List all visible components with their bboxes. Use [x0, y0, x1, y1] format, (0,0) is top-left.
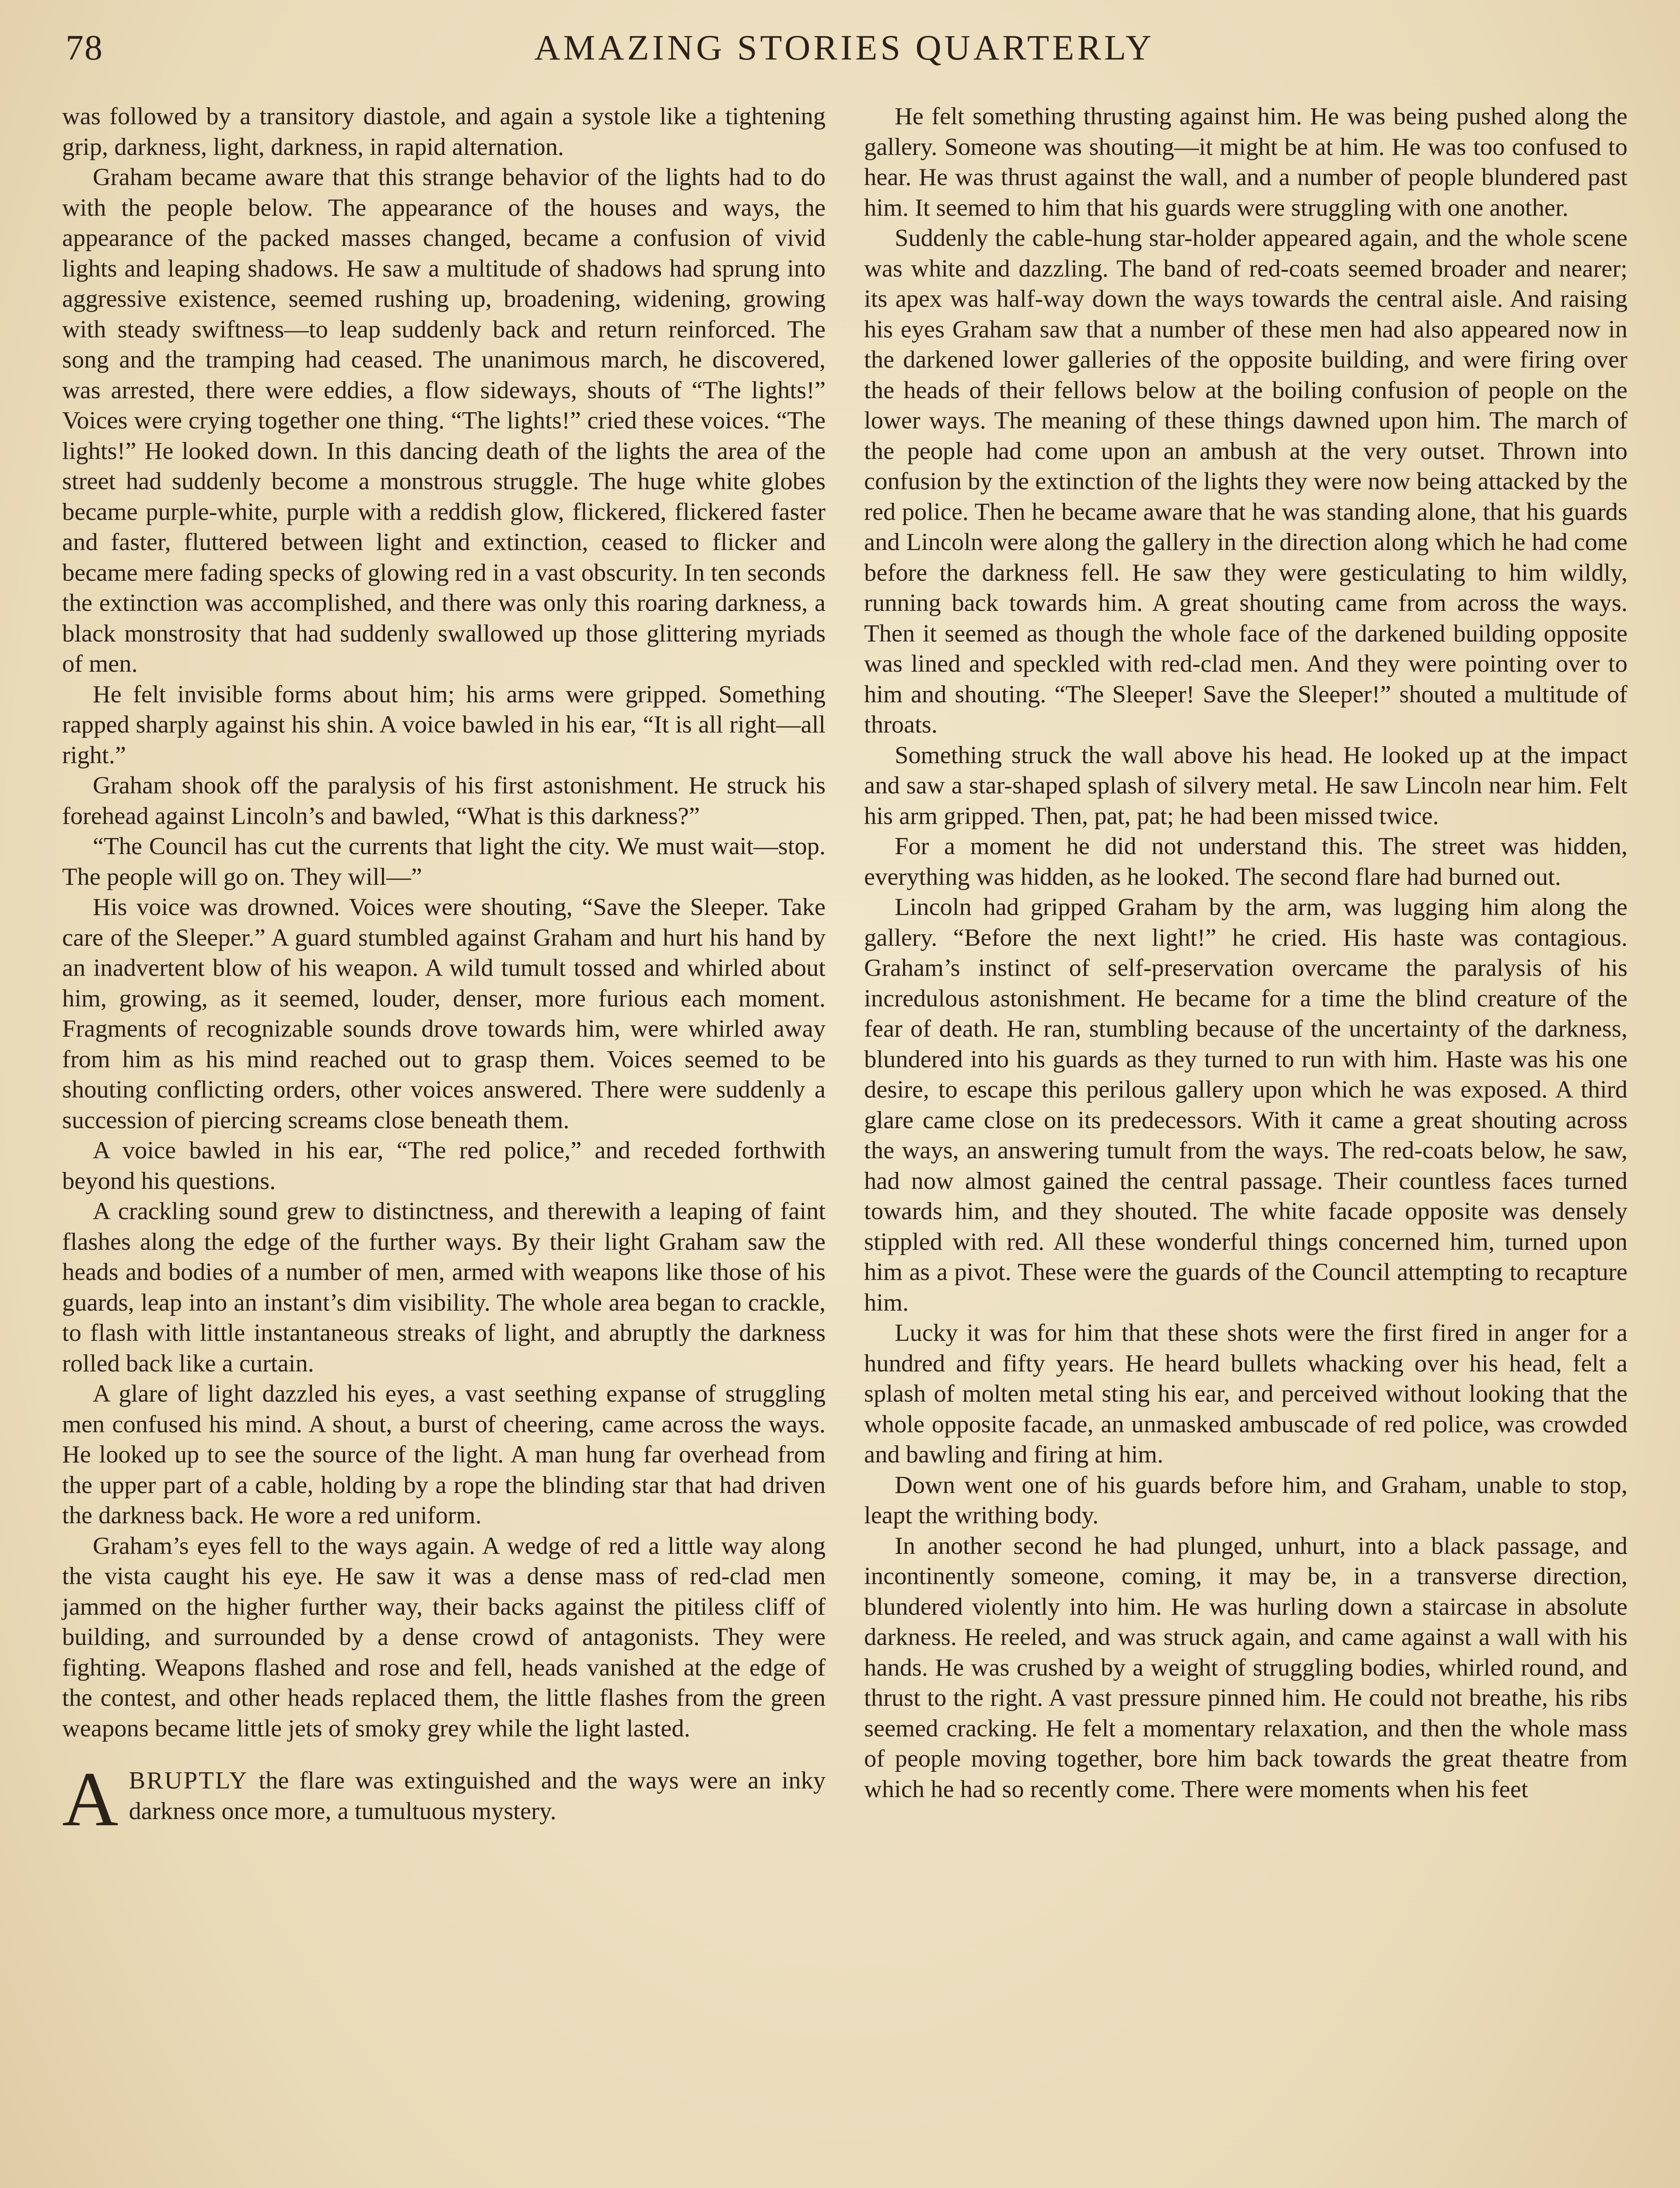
section-text: the flare was extinguished and the ways were an inky darkness once more, a tumultuous mystery.	[129, 1767, 826, 1825]
paragraph: Graham’s eyes fell to the ways again. A wedge of red a little way along the vista caught his eye. He saw it was a dense mass of red-clad men jammed on the higher further way, their backs against the pitiless cliff of building, and surrounded by a dense crowd of antagonists. They were fighting. Weapons flashed and rose and fell, heads vanished at the edge of the contest, and other heads replaced them, the little flashes from the green weapons became little jets of smoky grey while the light lasted.	[62, 1532, 826, 1742]
section-break-paragraph	[62, 1756, 826, 1842]
paragraph: Lincoln had gripped Graham by the arm, was lugging him along the gallery. “Before the next light!” he cried. His haste was contagious. Graham’s instinct of self-preservation overcame the paralysis of his incredulous astonishment. He became for a time the blind creature of the fear of death. He ran, stumbling because of the uncertainty of the darkness, blundered into his guards as they turned to run with him. Haste was his one desire, to escape this perilous gallery upon which he was exposed. A third glare came close on its predecessors. With it came a great shouting across the ways, an answering tumult from the ways. The red-coats below, he saw, had now almost gained the central passage. Their countless faces turned towards him, and they shouted. The white facade opposite was densely stippled with red. All these wonderful things concerned him, turned upon him as a pivot. These were the guards of the Council attempting to recapture him.	[864, 894, 1628, 1316]
paragraph: He felt invisible forms about him; his arms were gripped. Something rapped sharply against his shin. A voice bawled in his ear, “It is all right—all right.”	[62, 680, 826, 769]
paragraph: For a moment he did not understand this. The street was hidden, everything was hidden, as he looked. The second flare had burned out.	[864, 833, 1628, 891]
paragraph: His voice was drowned. Voices were shouting, “Save the Sleeper. Take care of the Sleeper.” A guard stumbled against Graham and hurt his hand by an inadvertent blow of his weapon. A wild tumult tossed and whirled about him, growing, as it seemed, louder, denser, more furious each moment. Fragments of recognizable sounds drove towards him, were whirled away from him as his mind reached out to grasp them. Voices seemed to be shouting conflicting orders, other voices answered. There were suddenly a succession of piercing screams close beneath them.	[62, 894, 826, 1134]
section-lead-word: BRUPTLY	[129, 1767, 248, 1794]
paragraph: Suddenly the cable-hung star-holder appeared again, and the whole scene was white and dazzling. The band of red-coats seemed broader and nearer; its apex was half-way down the ways towards the central aisle. And raising his eyes Graham saw that a number of these men had also appeared now in the darkened lower galleries of the opposite building, and were firing over the heads of their fellows below at the boiling confusion of people on the lower ways. The meaning of these things dawned upon him. The march of the people had come upon an ambush at the very outset. Thrown into confusion by the extinction of the lights they were now being attacked by the red police. Then he became aware that he was standing alone, that his guards and Lincoln were along the gallery in the direction along which he had come before the darkness fell. He saw they were gesticulating to him wildly, running back towards him. A great shouting came from across the ways. Then it seemed as though the whole face of the darkened building opposite was lined and speckled with red-clad men. And they were pointing over to him and shouting. “The Sleeper! Save the Sleeper!” shouted a multitude of throats.	[864, 224, 1628, 738]
paragraph: Graham became aware that this strange behavior of the lights had to do with the people below. The appearance of the houses and ways, the appearance of the packed masses changed, became a confusion of vivid lights and leaping shadows. He saw a multitude of shadows had sprung into aggressive existence, seemed rushing up, broadening, widening, growing with steady swiftness—to leap suddenly back and return reinforced. The song and the tramping had ceased. The unanimous march, he discovered, was arrested, there were eddies, a flow sideways, shouts of “The lights!” Voices were crying together one thing. “The lights!” cried these voices. “The lights!” He looked down. In this dancing death of the lights the area of the street had suddenly become a monstrous struggle. The huge white globes became purple-white, purple with a reddish glow, flickered, flickered faster and faster, fluttered between light and extinction, ceased to flicker and became mere fading specks of glowing red in a vast obscurity. In ten seconds the extinction was accomplished, and there was only this roaring darkness, a black monstrosity that had suddenly swallowed up those glittering myriads of men.	[62, 164, 826, 677]
paragraph: A crackling sound grew to distinctness, and therewith a leaping of faint flashes along the edge of the further ways. By their light Graham saw the heads and bodies of a number of men, armed with weapons like those of his guards, leap into an instant’s dim visibility. The whole area began to crackle, to flash with little instantaneous streaks of light, and abruptly the darkness rolled back like a curtain.	[62, 1198, 826, 1377]
paragraph: Graham shook off the paralysis of his first astonishment. He struck his forehead against Lincoln’s and bawled, “What is this darkness?”	[62, 772, 826, 830]
paragraph: A voice bawled in his ear, “The red police,” and receded forthwith beyond his questions.	[62, 1137, 826, 1195]
page-number: 78	[66, 28, 103, 67]
paragraph: was followed by a transitory diastole, and again a systole like a tightening grip, darkness, light, darkness, in rapid alternation.	[62, 103, 826, 161]
running-title: AMAZING STORIES QUARTERLY	[534, 28, 1155, 67]
paragraph: Something struck the wall above his head. He looked up at the impact and saw a star-shaped splash of silvery metal. He saw Lincoln near him. Felt his arm gripped. Then, pat, pat; he had been missed twice.	[864, 741, 1628, 830]
left-column	[62, 102, 826, 1842]
paragraph: A glare of light dazzled his eyes, a vast seething expanse of struggling men confused his mind. A shout, a burst of cheering, came across the ways. He looked up to see the source of the light. A man hung far overhead from the upper part of a cable, holding by a rope the blinding star that had driven the darkness back. He wore a red uniform.	[62, 1380, 826, 1529]
page-header	[66, 27, 1623, 84]
paragraph: “The Council has cut the currents that light the city. We must wait—stop. The people will go on. They will—”	[62, 833, 826, 891]
paragraph: In another second he had plunged, unhurt, into a black passage, and incontinently someone, coming, it may be, in a transverse direction, blundered violently into him. He was hurling down a staircase in absolute darkness. He reeled, and was struck again, and came against a wall with his hands. He was crushed by a weight of struggling bodies, whirled round, and thrust to the right. A vast pressure pinned him. He could not breathe, his ribs seemed cracking. He felt a momentary relaxation, and then the whole mass of people moving together, bore him back towards the great theatre from which he had so recently come. There were moments when his feet	[864, 1532, 1628, 1803]
drop-cap: A	[62, 1756, 119, 1842]
paragraph: He felt something thrusting against him. He was being pushed along the gallery. Someone was shouting—it might be at him. He was too confused to hear. He was thrust against the wall, and a number of people blundered past him. It seemed to him that his guards were struggling with one another.	[864, 103, 1628, 221]
paragraph: Lucky it was for him that these shots were the first fired in anger for a hundred and fifty years. He heard bullets whacking over his head, felt a splash of molten metal sting his ear, and perceived without looking that the whole opposite facade, an unmasked ambuscade of red police, was crowded and bawling and firing at him.	[864, 1319, 1628, 1468]
right-column	[864, 102, 1628, 1805]
paragraph: Down went one of his guards before him, and Graham, unable to stop, leapt the writhing body.	[864, 1471, 1628, 1529]
